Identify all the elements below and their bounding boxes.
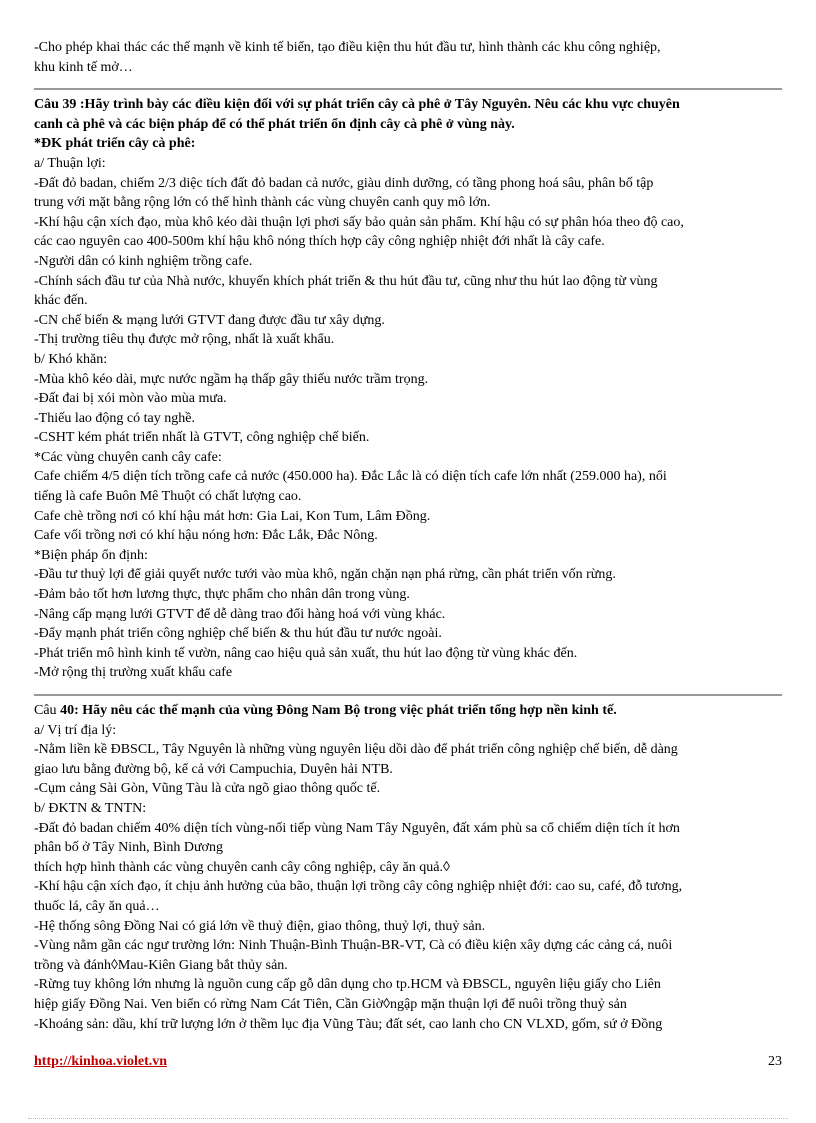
text-line: -Phát triển mô hình kinh tế vườn, nâng cao hiệu quả sản xuất, thu hút lao động từ vùng khác đến. [34, 645, 578, 661]
text-line: *Các vùng chuyên canh cây cafe: [34, 449, 222, 465]
text-line: b/ Khó khăn: [34, 351, 108, 367]
text-line: -Thị trường tiêu thụ được mở rộng, nhất là xuất khẩu. [34, 332, 335, 348]
text-line: -Nằm liền kề ĐBSCL, Tây Nguyên là những vùng nguyên liệu dồi dào để phát triển công nghiệp chế biến, dễ dàng [34, 742, 678, 758]
question-40-section [34, 701, 782, 1034]
text-line: -Cho phép khai thác các thế mạnh về kinh tế biển, tạo điều kiện thu hút đầu tư, hình thành các khu công nghiệp, [34, 40, 661, 55]
text-line: thích hợp hình thành các vùng chuyên canh cây công nghiệp, cây ăn quả.◊ [34, 859, 450, 875]
text-line: khác đến. [34, 293, 88, 309]
intro-section [34, 38, 782, 77]
text-line: -Đẩy mạnh phát triển công nghiệp chế biến & thu hút đầu tư nước ngoài. [34, 626, 442, 642]
question-39-title: canh cà phê và các biện pháp để có thể phát triển ổn định cây cà phê ở vùng này. [34, 116, 515, 132]
text-line: a/ Vị trí địa lý: [34, 722, 117, 738]
text-line: -Khoáng sản: dầu, khí trữ lượng lớn ở thềm lục địa Vũng Tàu; đất sét, cao lanh cho CN VLXD, gốm, sứ ở Đồng [34, 1016, 663, 1032]
text-line: -Rừng tuy không lớn nhưng là nguồn cung cấp gỗ dân dụng cho tp.HCM và ĐBSCL, nguyên liệu giấy cho Liên [34, 977, 661, 993]
text-line: -Hệ thống sông Đồng Nai có giá lớn về thuỷ điện, giao thông, thuỷ lợi, thuỷ sản. [34, 918, 486, 934]
page-bottom-border [28, 1118, 788, 1119]
footer-link[interactable]: http://kinhoa.violet.vn [34, 1054, 168, 1069]
text-line: giao lưu bằng đường bộ, kể cả với Campuchia, Duyên hải NTB. [34, 761, 393, 777]
text-line: -Nâng cấp mạng lưới GTVT để dễ dàng trao đổi hàng hoá với vùng khác. [34, 606, 446, 622]
text-line: Cafe chè trồng nơi có khí hậu mát hơn: Gia Lai, Kon Tum, Lâm Đồng. [34, 508, 431, 524]
question-39-title: Câu 39 :Hãy trình bày các điều kiện đối với sự phát triển cây cà phê ở Tây Nguyên. Nêu các khu vực chuyên [34, 97, 680, 113]
text-line: -Vùng nằm gần các ngư trường lớn: Ninh Thuận-Bình Thuận-BR-VT, Cà có điều kiện xây dựng các cảng cá, nuôi [34, 938, 673, 954]
text-line: -Đảm bảo tốt hơn lương thực, thực phẩm cho nhân dân trong vùng. [34, 587, 410, 603]
text-line: -Mở rộng thị trường xuất khẩu cafe [34, 665, 233, 681]
text-line: phân bố ở Tây Ninh, Bình Dương [34, 840, 223, 856]
text-line: -Đất đỏ badan, chiếm 2/3 diệc tích đất đỏ badan cả nước, giàu dinh dưỡng, có tầng phong hoá sâu, phân bố tập [34, 175, 654, 191]
page-footer [34, 1054, 782, 1074]
text-line: thuốc lá, cây ăn quả… [34, 898, 160, 914]
text-line: -Đất đai bị xói mòn vào mùa mưa. [34, 391, 227, 407]
text-line: tiếng là cafe Buôn Mê Thuột có chất lượng cao. [34, 489, 302, 505]
text-line: -Khí hậu cận xích đạo, mùa khô kéo dài thuận lợi phơi sấy bảo quản sản phẩm. Khí hậu có sự phân hóa theo độ cao, [34, 214, 684, 230]
text-line: -CSHT kém phát triển nhất là GTVT, công nghiệp chế biến. [34, 430, 370, 446]
document-page [34, 38, 782, 1034]
text-line: -Chính sách đầu tư của Nhà nước, khuyến khích phát triển & thu hút đầu tư, cũng như thu hút lao động từ vùng [34, 273, 658, 289]
text-line: -Thiếu lao động có tay nghề. [34, 410, 195, 426]
question-39-title: *ĐK phát triển cây cà phê: [34, 136, 196, 152]
text-line: -Mùa khô kéo dài, mực nước ngầm hạ thấp gây thiếu nước trầm trọng. [34, 371, 429, 387]
text-line: -CN chế biến & mạng lưới GTVT đang được đầu tư xây dựng. [34, 312, 385, 328]
question-39-section [34, 95, 782, 683]
text-line: Cafe vối trồng nơi có khí hậu nóng hơn: Đắc Lắk, Đắc Nông. [34, 528, 378, 544]
text-line: -Người dân có kinh nghiệm trồng cafe. [34, 253, 253, 269]
text-line: -Khí hậu cận xích đạo, ít chịu ảnh hưởng của bão, thuận lợi trồng cây công nghiệp nhiệt đới: cao su, café, đỗ tương, [34, 879, 683, 895]
text-line: -Cụm cảng Sài Gòn, Vũng Tàu là cửa ngõ giao thông quốc tế. [34, 781, 381, 797]
text-line: b/ ĐKTN & TNTN: [34, 800, 147, 816]
text-line: -Đầu tư thuỷ lợi để giải quyết nước tưới vào mùa khô, ngăn chặn nạn phá rừng, cần phát triển vốn rừng. [34, 567, 616, 583]
text-line: -Đất đỏ badan chiếm 40% diện tích vùng-nối tiếp vùng Nam Tây Nguyên, đất xám phù sa cổ chiếm diện tích ít hơn [34, 820, 680, 836]
text-line: trồng và đánh◊Mau-Kiên Giang bắt thủy sản. [34, 957, 288, 973]
text-line: hiệp giấy Đồng Nai. Ven biển có rừng Nam Cát Tiên, Cần Giờ◊ngập mặn thuận lợi để nuôi trồng thuỷ sản [34, 996, 627, 1012]
question-40-title: Câu 40: Hãy nêu các thế mạnh của vùng Đông Nam Bộ trong việc phát triển tổng hợp nền kinh tế. [34, 703, 617, 718]
text-line: các cao nguyên cao 400-500m khí hậu khô nóng thích hợp cây công nghiệp nhiệt đới nhất là cây cafe. [34, 234, 605, 250]
text-line: khu kinh tế mở… [34, 59, 133, 75]
text-line: a/ Thuận lợi: [34, 155, 106, 171]
page-number: 23 [768, 1054, 782, 1069]
text-line: *Biện pháp ổn định: [34, 547, 148, 563]
text-line: trung với mặt bằng rộng lớn có thể hình thành các vùng chuyên canh quy mô lớn. [34, 195, 491, 211]
text-line: Cafe chiếm 4/5 diện tích trồng cafe cả nước (450.000 ha). Đắc Lắc là có diện tích cafe lớn nhất (259.000 ha), nổi [34, 469, 667, 485]
